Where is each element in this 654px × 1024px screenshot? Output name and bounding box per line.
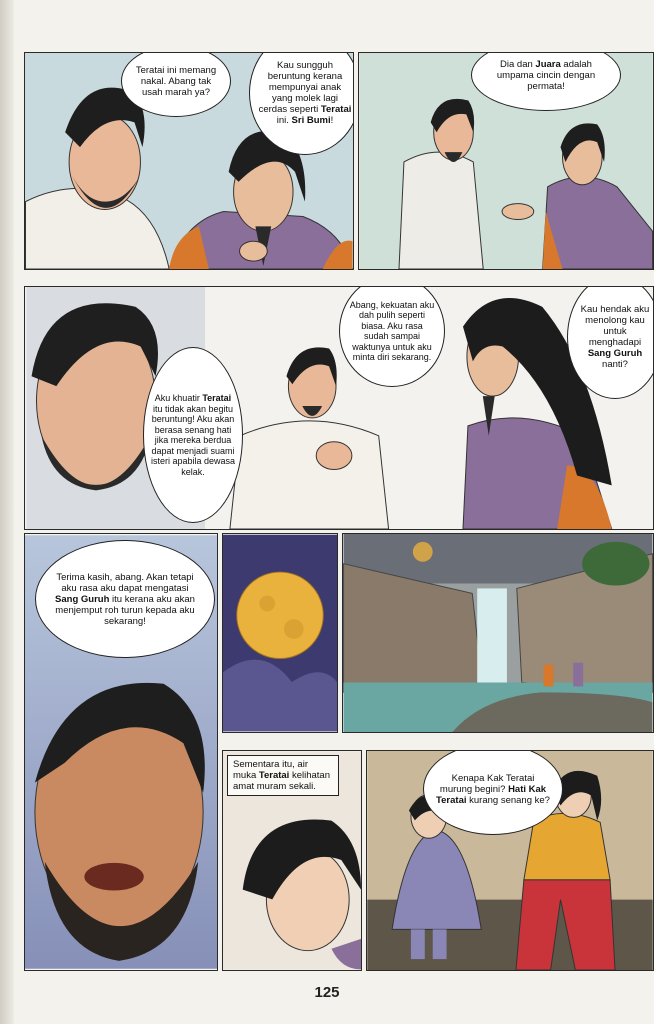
panel-moon xyxy=(222,533,338,733)
page-number: 125 xyxy=(314,984,340,1001)
bubble-text: Kau sungguh beruntung kerana mempunyai anak yang molek lagi cerdas seperti Teratai ini. Sri Bumi! xyxy=(258,60,352,126)
panel-4 xyxy=(24,533,218,971)
waterfall-art xyxy=(343,534,653,732)
book-gutter xyxy=(0,0,14,1024)
caption-text: Sementara itu, air muka Teratai kelihatan amat muram sekali. xyxy=(233,759,330,792)
bubble-text: Terima kasih, abang. Akan tetapi aku rasa aku dapat mengatasi Sang Guruh itu kerana aku akan menjemput roh turun kepada aku sekarang! xyxy=(55,571,195,627)
bubble-text: Dia dan Juara adalah umpama cincin dengan permata! xyxy=(496,58,596,92)
panel-6 xyxy=(366,750,654,971)
speech-bubble-terima-kasih xyxy=(35,540,215,658)
panel-waterfall xyxy=(342,533,654,733)
narration-caption xyxy=(227,755,339,796)
speech-bubble-aku-khuatir xyxy=(143,347,243,523)
bubble-text: Kenapa Kak Teratai murung begini? Hati Kak Teratai kurang senang ke? xyxy=(436,772,550,806)
bubble-text: Kau hendak aku menolong kau untuk menghadapi Sang Guruh nanti? xyxy=(580,304,650,370)
bubble-text: Teratai ini memang nakal. Abang tak usah marah ya? xyxy=(135,64,217,98)
moon-art xyxy=(223,534,337,732)
panel-3 xyxy=(24,286,654,530)
panel-2 xyxy=(358,52,654,270)
panel-1 xyxy=(24,52,354,270)
panel-5 xyxy=(222,750,362,971)
bubble-text: Aku khuatir Teratai itu tidak akan begitu beruntung! Aku akan berasa senang hati jika mereka berdua dapat menjadi suami isteri apabila dewasa kelak. xyxy=(150,393,236,477)
bubble-text: Abang, kekuatan aku dah pulih seperti biasa. Aku rasa sudah sampai waktunya untuk aku minta diri sekarang. xyxy=(349,299,435,362)
